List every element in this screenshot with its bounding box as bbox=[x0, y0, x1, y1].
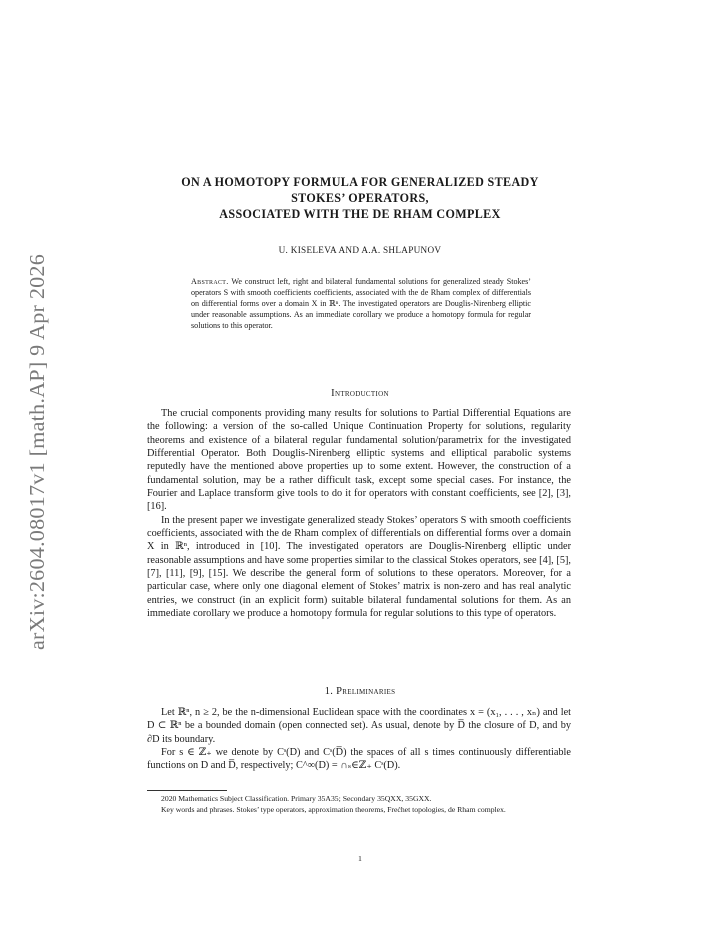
preliminaries-body bbox=[147, 706, 571, 773]
paper-title bbox=[140, 174, 580, 222]
abstract bbox=[191, 276, 531, 331]
abstract-label: Abstract. bbox=[191, 277, 229, 286]
intro-paragraph-2: In the present paper we investigate generalized steady Stokes’ operators S with smooth coefficients coefficients, associated with the de Rham complex of differentials on differential forms over a domain X in ℝⁿ, introduced in [10]. The investigated operators are Douglis-Nirenberg elliptic under reasonable assumptions and have some properties similar to the classical Stokes operators, see [4], [5], [7], [11], [9], [15]. We describe the general form of solutions to these operators. Moreover, for a particular case, where only one diagonal element of Stokes’ matrix is non-zero and has real analytic entries, we construct (in an explicit form) suitable bilateral fundamental solutions for them. As an immediate corollary we produce a homotopy formula for regular solutions to this type of operators. bbox=[147, 514, 571, 620]
title-line-2: STOKES’ OPERATORS, bbox=[291, 191, 429, 205]
footnotes bbox=[147, 794, 571, 815]
prelim-paragraph-1: Let ℝⁿ, n ≥ 2, be the n-dimensional Euclidean space with the coordinates x = (x₁, . . . , xₙ) and let D ⊂ ℝⁿ be a bounded domain (open connected set). As usual, denote by D̅ the closure of D, and by ∂D its boundary. bbox=[147, 707, 571, 745]
prelim-paragraph-2: For s ∈ ℤ₊ we denote by Cˢ(D) and Cˢ(D̅) the spaces of all s times continuously differentiable functions on D and D̅, respectively; C^∞(D) = ∩ₛ∈ℤ₊ Cˢ(D). bbox=[147, 747, 571, 772]
footnote-keywords: Key words and phrases. Stokes’ type operators, approximation theorems, Frećhet topologies, de Rham complex. bbox=[161, 804, 506, 814]
preliminaries-heading: 1. Preliminaries bbox=[324, 686, 396, 697]
introduction-heading: Introduction bbox=[331, 388, 389, 399]
intro-paragraph-1: The crucial components providing many results for solutions to Partial Differential Equations are the following: a version of the so-called Unique Continuation Property for solutions, regularity theorems and existence of a bilateral regular fundamental solution/parametrix for the investigated Differential Operator. Both Douglis-Nirenberg elliptic systems and elliptical parabolic systems reputedly have the mentioned above properties up to some extent. However, the construction of a fundamental solution, may be a rather difficult task, except some special cases. For instance, the Fourier and Laplace transform give tools to do it for operators with constant coefficients, see [2], [3], [16]. bbox=[147, 408, 571, 513]
footnote-msc: 2020 Mathematics Subject Classification. Primary 35A35; Secondary 35QXX, 35GXX. bbox=[161, 794, 432, 803]
footnote-rule bbox=[147, 790, 227, 791]
abstract-text: We construct left, right and bilateral fundamental solutions for generalized steady Stokes’ operators S with smooth coefficients coefficients, associated with the de Rham complex of differentials on differential forms over a domain X in ℝⁿ. The investigated operators are Douglis-Nirenberg elliptic under reasonable assumptions. As an immediate corollary we produce a homotopy formula for regular solutions to this operator. bbox=[191, 277, 531, 331]
page-number: 1 bbox=[358, 854, 362, 863]
introduction-body bbox=[147, 407, 571, 621]
authors: U. KISELEVA AND A.A. SHLAPUNOV bbox=[278, 245, 442, 255]
title-line-1: ON A HOMOTOPY FORMULA FOR GENERALIZED STEADY bbox=[181, 175, 539, 189]
arxiv-stamp-text: arXiv:2604.08017v1 [math.AP] 9 Apr 2026 bbox=[25, 265, 49, 650]
arxiv-stamp bbox=[22, 252, 52, 652]
title-line-3: ASSOCIATED WITH THE DE RHAM COMPLEX bbox=[219, 207, 501, 221]
